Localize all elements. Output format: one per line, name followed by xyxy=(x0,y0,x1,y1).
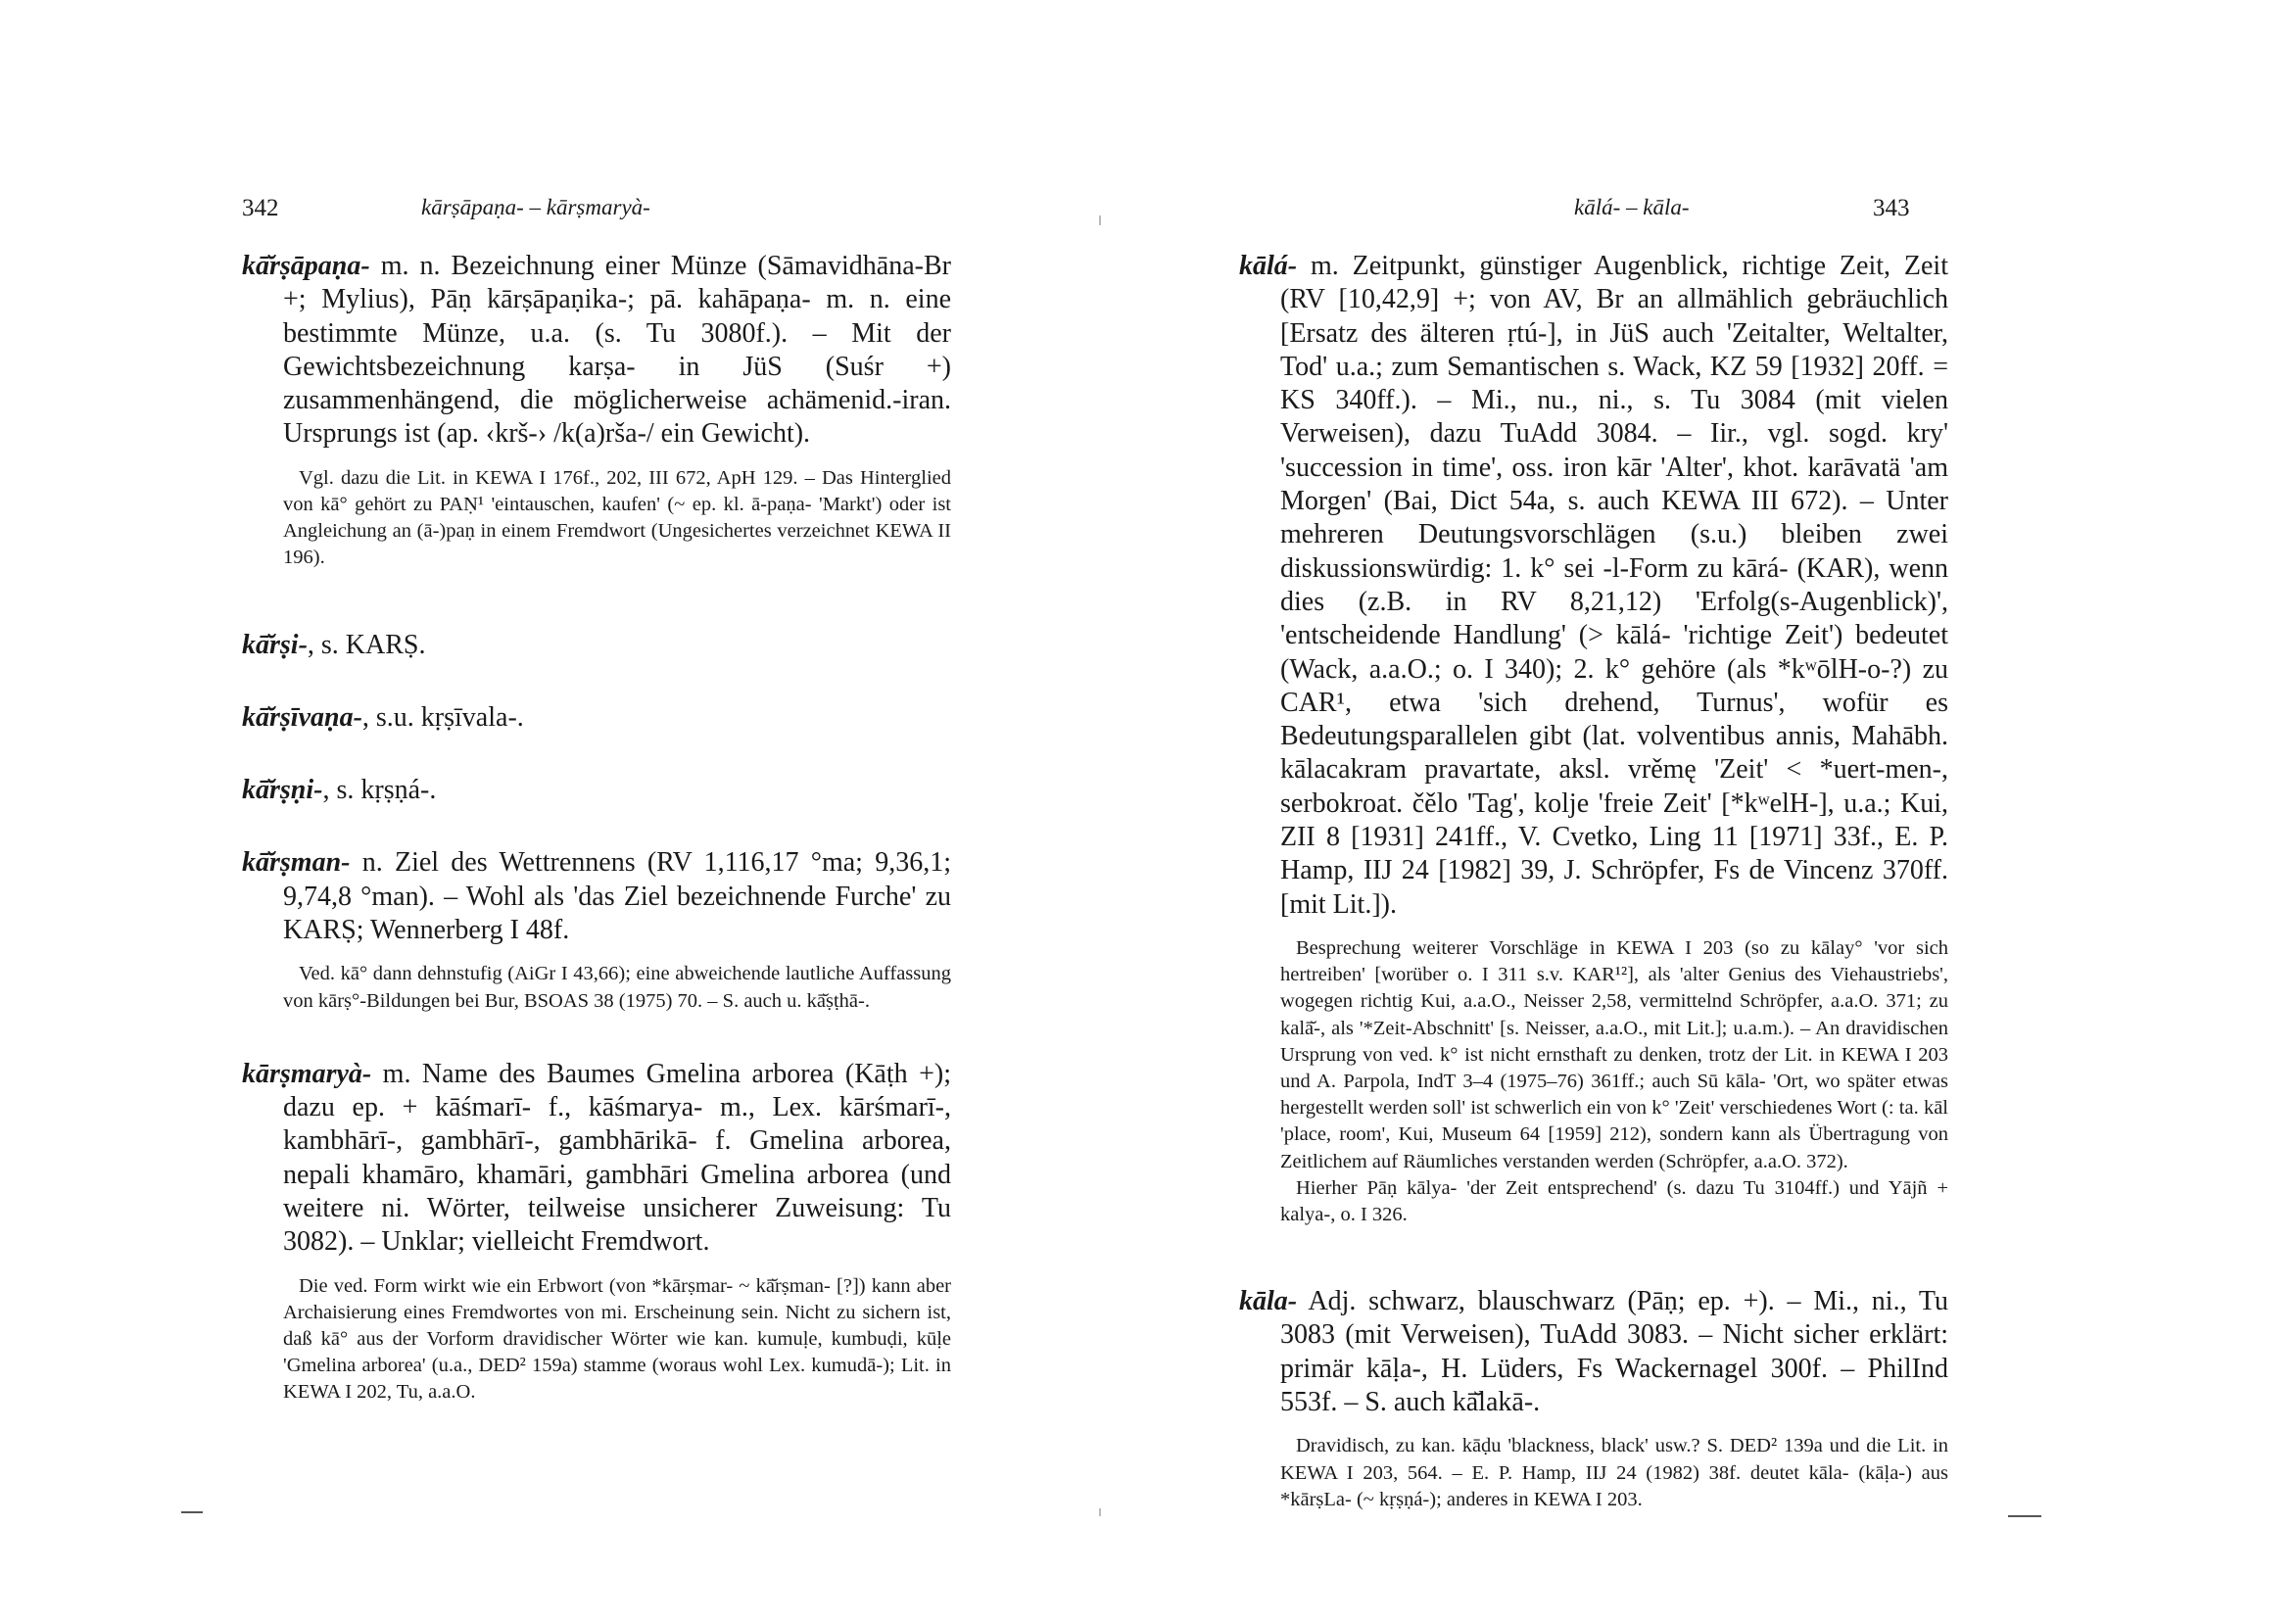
note-paragraph: Hierher Pāṇ kālya- 'der Zeit entsprechend' (s. dazu Tu 3104ff.) und Yājñ + kalya-, o. I 326. xyxy=(1280,1176,1948,1225)
gutter-mark xyxy=(1099,1508,1101,1516)
note-paragraph: Die ved. Form wirkt wie ein Erbwort (von *kārṣmar- ~ kā̆rṣman- [?]) kann aber Archaisierung eines Fremdwortes von mi. Erscheinung sein. Nicht zu sichern ist, daß kā° aus der Vorform dravidischer Wörter wie kan. kumuḷe, kumbuḍi, kūḷe 'Gmelina arborea' (u.a., DED² 159a) stamme (woraus wohl Lex. kumudā-); Lit. in KEWA I 202, Tu, a.a.O. xyxy=(283,1274,951,1404)
entry-text: , s. KARṢ. xyxy=(307,629,426,660)
lemma: kā̆rṣāpaṇa- xyxy=(242,251,370,281)
entry-note xyxy=(1239,935,1948,1228)
dictionary-entry xyxy=(1239,1285,1948,1419)
lemma: kā̆rṣṇi- xyxy=(242,775,323,806)
note-paragraph: Vgl. dazu die Lit. in KEWA I 176f., 202, III 672, ApH 129. – Das Hinterglied von kā° gehört zu PAṆ¹ 'eintauschen, kaufen' (~ ep. kl. ā-paṇa- 'Markt') oder ist Angleichung an (ā-)paṇ in einem Fremdwort (Ungesichertes verzeichnet KEWA II 196). xyxy=(283,466,951,569)
lemma: kāla- xyxy=(1239,1286,1298,1317)
dictionary-entry xyxy=(1239,250,1948,922)
entry-text: , s.u. kṛṣīvala-. xyxy=(361,701,524,733)
right-page xyxy=(1148,0,2296,1622)
corner-rule xyxy=(181,1511,203,1513)
lemma: kārṣmaryà- xyxy=(242,1058,372,1089)
dictionary-entry xyxy=(242,629,951,662)
entry-note xyxy=(242,1273,951,1407)
running-head: kālá- – kāla- xyxy=(1574,195,1690,219)
entry-note xyxy=(242,465,951,572)
right-column xyxy=(1239,250,1948,1513)
running-head: kārṣāpaṇa- – kārṣmaryà- xyxy=(421,195,650,219)
entry-text: m. n. Bezeichnung einer Münze (Sāmavidhāna-Br +; Mylius), Pāṇ kārṣāpaṇika-; pā. kahāpaṇa- m. n. eine bestimmte Münze, u.a. (s. Tu 3080f.). – Mit der Gewichtsbezeichnung karṣa- in JüS (Suśr +) zusammenhängend, die möglicherweise achämenid.-iran. Ursprungs ist (ap. ‹krš-› /k(a)rša-/ ein Gewicht). xyxy=(283,251,951,450)
entry-text: Adj. schwarz, blauschwarz (Pāṇ; ep. +). – Mi., ni., Tu 3083 (mit Verweisen), TuAdd 3083. – Nicht sicher erklärt: primär kāḷa-, H. Lüders, Fs Wackernagel 300f. – PhilInd 553f. – S. auch kā̆lakā-. xyxy=(1280,1286,1948,1418)
lemma: kālá- xyxy=(1239,251,1298,281)
page-number: 343 xyxy=(1873,195,1910,221)
lemma: kā̆rṣman- xyxy=(242,847,351,879)
lemma: kā̆rṣi- xyxy=(242,629,308,660)
entry-text: n. Ziel des Wettrennens (RV 1,116,17 °ma; 9,36,1; 9,74,8 °man). – Wohl als 'das Ziel bezeichnende Furche' zu KARṢ; Wennerberg I 48f. xyxy=(283,847,951,946)
dictionary-entry xyxy=(242,701,951,735)
entry-text: , s. kṛṣṇá-. xyxy=(322,775,437,806)
lemma: kā̆rṣīvaṇa- xyxy=(242,701,362,733)
note-paragraph: Besprechung weiterer Vorschläge in KEWA I 203 (so zu kālay° 'vor sich hertreiben' [worüber o. I 311 s.v. KAR¹²], als 'alter Genius des Viehaustriebs', wogegen richtig Kui, a.a.O., Neisser 2,58, vermittelnd Schröpfer, a.a.O. 371; zu kalā̆-, als '*Zeit-Abschnitt' [s. Neisser, a.a.O., mit Lit.]; u.a.m.). – An dravidischen Ursprung von ved. k° ist nicht ernsthaft zu denken, trotz der Lit. in KEWA I 203 und A. Parpola, IndT 3–4 (1975–76) 361ff.; auch Sū kāla- 'Ort, wo später etwas hergestellt werden soll' ist schwerlich ein von k° 'Zeit' verschiedenes Wort (: ta. kāl 'place, room', Kui, Museum 64 [1959] 212), sondern kann als Übertragung von Zeitlichem auf Räumliches verstanden werden (Schröpfer, a.a.O. 372). xyxy=(1280,936,1948,1172)
dictionary-entry xyxy=(242,846,951,947)
dictionary-entry xyxy=(242,1058,951,1260)
left-column xyxy=(242,250,951,1407)
corner-rule xyxy=(2008,1515,2041,1517)
page-number: 342 xyxy=(242,195,279,221)
entry-note xyxy=(242,961,951,1014)
entry-note xyxy=(1239,1433,1948,1513)
gutter-mark xyxy=(1099,215,1101,225)
entry-text: m. Zeitpunkt, günstiger Augenblick, richtige Zeit, Zeit (RV [10,42,9] +; von AV, Br an allmählich gebräuchlich [Ersatz des älteren ṛtú-], in JüS auch 'Zeitalter, Weltalter, Tod' u.a.; zum Semantischen s. Wack, KZ 59 [1932] 20ff. = KS 340ff.). – Mi., nu., ni., s. Tu 3084 (mit vielen Verweisen), dazu TuAdd 3084. – Iir., vgl. sogd. kry' 'succession in time', oss. iron kār 'Alter', khot. karāvatä 'am Morgen' (Bai, Dict 54a, s. auch KEWA III 672). – Unter mehreren Deutungsvorschlägen (s.u.) bleiben zwei diskussionswürdig: 1. k° sei -l-Form zu kārá- (KAR), wenn dies (z.B. in RV 8,21,12) 'Erfolg(s-Augenblick)', 'entscheidende Handlung' (> kālá- 'richtige Zeit') bedeutet (Wack, a.a.O.; o. I 340); 2. k° gehöre (als *kʷōlH-o-?) zu CAR¹, etwa 'sich drehend, Turnus', wofür es Bedeutungsparallelen gibt (lat. volventibus annis, Mahābh. kālacakram pravartate, aksl. vrěmę 'Zeit' < *uert-men-, serbokroat. čělo 'Tag', kolje 'freie Zeit' [*kʷelH-], u.a.; Kui, ZII 8 [1931] 241ff., V. Cvetko, Ling 11 [1971] 33f., E. P. Hamp, IIJ 24 [1982] 39, J. Schröpfer, Fs de Vincenz 370ff. [mit Lit.]). xyxy=(1280,251,1948,920)
dictionary-entry xyxy=(242,250,951,452)
note-paragraph: Dravidisch, zu kan. kāḍu 'blackness, black' usw.? S. DED² 139a und die Lit. in KEWA I 203, 564. – E. P. Hamp, IIJ 24 (1982) 38f. deutet kāla- (kāḷa-) aus *kārṣLa- (~ kṛṣṇá-); anderes in KEWA I 203. xyxy=(1280,1435,1948,1510)
note-paragraph: Ved. kā° dann dehnstufig (AiGr I 43,66); eine abweichende lautliche Auffassung von kārṣ°-Bildungen bei Bur, BSOAS 38 (1975) 70. – S. auch u. kā̆ṣṭhā-. xyxy=(283,963,951,1012)
dictionary-entry xyxy=(242,774,951,807)
entry-text: m. Name des Baumes Gmelina arborea (Kāṭh +); dazu ep. + kāśmarī- f., kāśmarya- m., Lex. kārśmarī-, kambhārī-, gambhārī-, gambhārikā- f. Gmelina arborea, nepali khamāro, khamāri, gambhāri Gmelina arborea (und weitere ni. Wörter, teilweise unsicherer Zuweisung: Tu 3082). – Unklar; vielleicht Fremdwort. xyxy=(283,1058,951,1258)
